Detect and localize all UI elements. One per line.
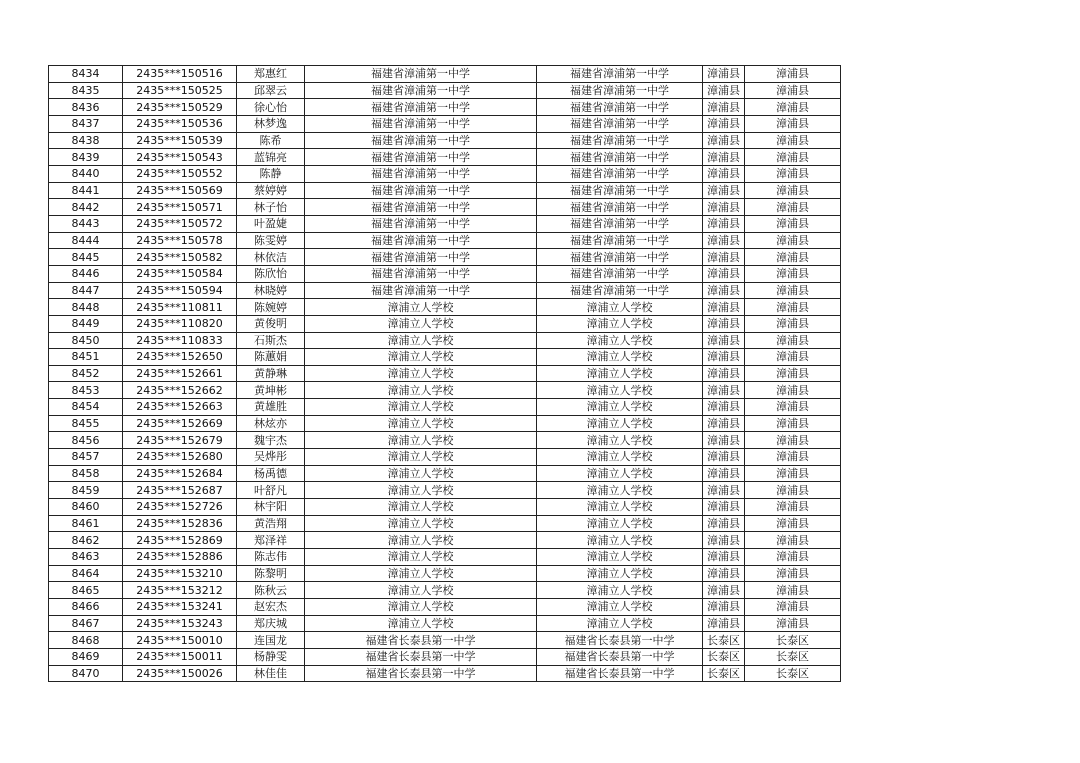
document-page bbox=[48, 65, 841, 682]
row-number-cell: 8467 bbox=[49, 615, 123, 632]
district-cell: 长泰区 bbox=[703, 665, 745, 682]
table-row bbox=[49, 66, 841, 83]
school-cell: 福建省漳浦第一中学 bbox=[305, 99, 537, 116]
district-cell-2: 漳浦县 bbox=[745, 415, 841, 432]
exam-id-cell: 2435***152663 bbox=[123, 399, 237, 416]
exam-id-cell: 2435***152684 bbox=[123, 465, 237, 482]
exam-id-cell: 2435***152726 bbox=[123, 499, 237, 516]
student-name-cell: 杨禹德 bbox=[237, 465, 305, 482]
school-cell-2: 福建省长泰县第一中学 bbox=[537, 648, 703, 665]
school-cell-2: 漳浦立人学校 bbox=[537, 482, 703, 499]
exam-id-cell: 2435***152886 bbox=[123, 549, 237, 566]
district-cell: 漳浦县 bbox=[703, 182, 745, 199]
exam-id-cell: 2435***150578 bbox=[123, 232, 237, 249]
table-row bbox=[49, 399, 841, 416]
table-row bbox=[49, 315, 841, 332]
student-name-cell: 连国龙 bbox=[237, 632, 305, 649]
district-cell-2: 漳浦县 bbox=[745, 232, 841, 249]
exam-id-cell: 2435***150011 bbox=[123, 648, 237, 665]
row-number-cell: 8469 bbox=[49, 648, 123, 665]
row-number-cell: 8448 bbox=[49, 299, 123, 316]
row-number-cell: 8436 bbox=[49, 99, 123, 116]
exam-id-cell: 2435***150582 bbox=[123, 249, 237, 266]
row-number-cell: 8442 bbox=[49, 199, 123, 216]
table-row bbox=[49, 632, 841, 649]
district-cell: 漳浦县 bbox=[703, 332, 745, 349]
row-number-cell: 8438 bbox=[49, 132, 123, 149]
school-cell: 福建省漳浦第一中学 bbox=[305, 199, 537, 216]
district-cell-2: 漳浦县 bbox=[745, 115, 841, 132]
exam-id-cell: 2435***152836 bbox=[123, 515, 237, 532]
table-row bbox=[49, 182, 841, 199]
exam-id-cell: 2435***110811 bbox=[123, 299, 237, 316]
row-number-cell: 8443 bbox=[49, 215, 123, 232]
exam-id-cell: 2435***150026 bbox=[123, 665, 237, 682]
district-cell-2: 长泰区 bbox=[745, 648, 841, 665]
school-cell: 福建省漳浦第一中学 bbox=[305, 215, 537, 232]
school-cell-2: 漳浦立人学校 bbox=[537, 615, 703, 632]
district-cell: 漳浦县 bbox=[703, 315, 745, 332]
exam-id-cell: 2435***150525 bbox=[123, 82, 237, 99]
school-cell-2: 福建省漳浦第一中学 bbox=[537, 249, 703, 266]
exam-id-cell: 2435***152687 bbox=[123, 482, 237, 499]
student-name-cell: 黄静琳 bbox=[237, 365, 305, 382]
school-cell: 漳浦立人学校 bbox=[305, 549, 537, 566]
school-cell: 漳浦立人学校 bbox=[305, 449, 537, 466]
exam-id-cell: 2435***152661 bbox=[123, 365, 237, 382]
row-number-cell: 8441 bbox=[49, 182, 123, 199]
table-row bbox=[49, 415, 841, 432]
row-number-cell: 8459 bbox=[49, 482, 123, 499]
school-cell-2: 福建省漳浦第一中学 bbox=[537, 282, 703, 299]
student-name-cell: 蔡婷婷 bbox=[237, 182, 305, 199]
school-cell-2: 福建省漳浦第一中学 bbox=[537, 115, 703, 132]
row-number-cell: 8463 bbox=[49, 549, 123, 566]
district-cell: 漳浦县 bbox=[703, 482, 745, 499]
school-cell: 福建省漳浦第一中学 bbox=[305, 82, 537, 99]
table-row bbox=[49, 99, 841, 116]
school-cell-2: 福建省漳浦第一中学 bbox=[537, 182, 703, 199]
student-name-cell: 林子怡 bbox=[237, 199, 305, 216]
district-cell-2: 漳浦县 bbox=[745, 82, 841, 99]
student-name-cell: 陈希 bbox=[237, 132, 305, 149]
student-name-cell: 陈欣怡 bbox=[237, 265, 305, 282]
school-cell: 漳浦立人学校 bbox=[305, 332, 537, 349]
student-name-cell: 赵宏杰 bbox=[237, 599, 305, 616]
school-cell-2: 福建省长泰县第一中学 bbox=[537, 665, 703, 682]
student-name-cell: 林晓婷 bbox=[237, 282, 305, 299]
school-cell: 漳浦立人学校 bbox=[305, 482, 537, 499]
exam-id-cell: 2435***110820 bbox=[123, 315, 237, 332]
district-cell: 漳浦县 bbox=[703, 299, 745, 316]
school-cell-2: 漳浦立人学校 bbox=[537, 515, 703, 532]
school-cell: 福建省漳浦第一中学 bbox=[305, 265, 537, 282]
district-cell-2: 漳浦县 bbox=[745, 549, 841, 566]
district-cell-2: 漳浦县 bbox=[745, 182, 841, 199]
school-cell: 福建省长泰县第一中学 bbox=[305, 648, 537, 665]
district-cell: 漳浦县 bbox=[703, 499, 745, 516]
district-cell: 漳浦县 bbox=[703, 249, 745, 266]
school-cell: 福建省漳浦第一中学 bbox=[305, 132, 537, 149]
student-name-cell: 陈蕙娟 bbox=[237, 349, 305, 366]
district-cell: 漳浦县 bbox=[703, 349, 745, 366]
row-number-cell: 8464 bbox=[49, 565, 123, 582]
table-row bbox=[49, 232, 841, 249]
district-cell-2: 漳浦县 bbox=[745, 349, 841, 366]
school-cell: 漳浦立人学校 bbox=[305, 499, 537, 516]
school-cell-2: 漳浦立人学校 bbox=[537, 449, 703, 466]
district-cell-2: 漳浦县 bbox=[745, 582, 841, 599]
district-cell-2: 漳浦县 bbox=[745, 515, 841, 532]
row-number-cell: 8446 bbox=[49, 265, 123, 282]
school-cell: 漳浦立人学校 bbox=[305, 349, 537, 366]
row-number-cell: 8458 bbox=[49, 465, 123, 482]
school-cell: 漳浦立人学校 bbox=[305, 415, 537, 432]
district-cell-2: 漳浦县 bbox=[745, 199, 841, 216]
table-row bbox=[49, 282, 841, 299]
student-name-cell: 黄浩翔 bbox=[237, 515, 305, 532]
district-cell: 漳浦县 bbox=[703, 265, 745, 282]
exam-id-cell: 2435***150536 bbox=[123, 115, 237, 132]
row-number-cell: 8440 bbox=[49, 165, 123, 182]
school-cell-2: 漳浦立人学校 bbox=[537, 582, 703, 599]
district-cell: 漳浦县 bbox=[703, 82, 745, 99]
exam-id-cell: 2435***150543 bbox=[123, 149, 237, 166]
row-number-cell: 8437 bbox=[49, 115, 123, 132]
district-cell-2: 漳浦县 bbox=[745, 249, 841, 266]
exam-id-cell: 2435***153241 bbox=[123, 599, 237, 616]
student-name-cell: 陈静 bbox=[237, 165, 305, 182]
district-cell-2: 漳浦县 bbox=[745, 365, 841, 382]
school-cell-2: 漳浦立人学校 bbox=[537, 465, 703, 482]
school-cell-2: 漳浦立人学校 bbox=[537, 315, 703, 332]
row-number-cell: 8449 bbox=[49, 315, 123, 332]
district-cell: 漳浦县 bbox=[703, 382, 745, 399]
school-cell: 漳浦立人学校 bbox=[305, 399, 537, 416]
district-cell-2: 漳浦县 bbox=[745, 399, 841, 416]
district-cell-2: 漳浦县 bbox=[745, 165, 841, 182]
table-row bbox=[49, 265, 841, 282]
student-name-cell: 陈雯婷 bbox=[237, 232, 305, 249]
student-name-cell: 蓝锦亮 bbox=[237, 149, 305, 166]
district-cell: 漳浦县 bbox=[703, 365, 745, 382]
student-name-cell: 黄俊明 bbox=[237, 315, 305, 332]
district-cell: 漳浦县 bbox=[703, 565, 745, 582]
exam-id-cell: 2435***152662 bbox=[123, 382, 237, 399]
district-cell: 漳浦县 bbox=[703, 165, 745, 182]
exam-id-cell: 2435***152680 bbox=[123, 449, 237, 466]
district-cell-2: 漳浦县 bbox=[745, 215, 841, 232]
school-cell-2: 福建省漳浦第一中学 bbox=[537, 265, 703, 282]
district-cell-2: 漳浦县 bbox=[745, 465, 841, 482]
exam-id-cell: 2435***150552 bbox=[123, 165, 237, 182]
table-row bbox=[49, 582, 841, 599]
district-cell-2: 漳浦县 bbox=[745, 599, 841, 616]
district-cell: 漳浦县 bbox=[703, 282, 745, 299]
school-cell: 漳浦立人学校 bbox=[305, 599, 537, 616]
district-cell-2: 漳浦县 bbox=[745, 315, 841, 332]
district-cell: 长泰区 bbox=[703, 632, 745, 649]
table-row bbox=[49, 532, 841, 549]
school-cell: 福建省漳浦第一中学 bbox=[305, 165, 537, 182]
school-cell: 福建省长泰县第一中学 bbox=[305, 632, 537, 649]
school-cell: 漳浦立人学校 bbox=[305, 565, 537, 582]
table-row bbox=[49, 648, 841, 665]
school-cell: 福建省漳浦第一中学 bbox=[305, 66, 537, 83]
district-cell: 漳浦县 bbox=[703, 199, 745, 216]
school-cell-2: 漳浦立人学校 bbox=[537, 332, 703, 349]
table-row bbox=[49, 349, 841, 366]
student-name-cell: 林炫亦 bbox=[237, 415, 305, 432]
row-number-cell: 8447 bbox=[49, 282, 123, 299]
school-cell-2: 福建省漳浦第一中学 bbox=[537, 82, 703, 99]
student-name-cell: 陈黎明 bbox=[237, 565, 305, 582]
exam-id-cell: 2435***150569 bbox=[123, 182, 237, 199]
school-cell: 漳浦立人学校 bbox=[305, 465, 537, 482]
student-name-cell: 叶盈婕 bbox=[237, 215, 305, 232]
student-name-cell: 黄雄胜 bbox=[237, 399, 305, 416]
table-row bbox=[49, 199, 841, 216]
exam-id-cell: 2435***150529 bbox=[123, 99, 237, 116]
row-number-cell: 8457 bbox=[49, 449, 123, 466]
student-name-cell: 郑惠红 bbox=[237, 66, 305, 83]
district-cell: 漳浦县 bbox=[703, 132, 745, 149]
exam-id-cell: 2435***110833 bbox=[123, 332, 237, 349]
school-cell: 福建省漳浦第一中学 bbox=[305, 249, 537, 266]
student-name-cell: 石斯杰 bbox=[237, 332, 305, 349]
exam-id-cell: 2435***150572 bbox=[123, 215, 237, 232]
district-cell-2: 长泰区 bbox=[745, 665, 841, 682]
student-name-cell: 陈婉婷 bbox=[237, 299, 305, 316]
student-name-cell: 陈志伟 bbox=[237, 549, 305, 566]
row-number-cell: 8451 bbox=[49, 349, 123, 366]
school-cell-2: 福建省长泰县第一中学 bbox=[537, 632, 703, 649]
table-row bbox=[49, 432, 841, 449]
table-body bbox=[49, 66, 841, 682]
row-number-cell: 8453 bbox=[49, 382, 123, 399]
exam-id-cell: 2435***153243 bbox=[123, 615, 237, 632]
district-cell: 漳浦县 bbox=[703, 615, 745, 632]
school-cell: 福建省漳浦第一中学 bbox=[305, 182, 537, 199]
school-cell-2: 漳浦立人学校 bbox=[537, 349, 703, 366]
district-cell: 漳浦县 bbox=[703, 66, 745, 83]
district-cell: 长泰区 bbox=[703, 648, 745, 665]
table-row bbox=[49, 165, 841, 182]
school-cell-2: 福建省漳浦第一中学 bbox=[537, 149, 703, 166]
school-cell-2: 福建省漳浦第一中学 bbox=[537, 165, 703, 182]
school-cell-2: 漳浦立人学校 bbox=[537, 532, 703, 549]
district-cell-2: 漳浦县 bbox=[745, 382, 841, 399]
exam-id-cell: 2435***152669 bbox=[123, 415, 237, 432]
exam-id-cell: 2435***150516 bbox=[123, 66, 237, 83]
school-cell-2: 漳浦立人学校 bbox=[537, 549, 703, 566]
school-cell: 福建省漳浦第一中学 bbox=[305, 149, 537, 166]
district-cell: 漳浦县 bbox=[703, 465, 745, 482]
district-cell: 漳浦县 bbox=[703, 149, 745, 166]
table-row bbox=[49, 249, 841, 266]
table-row bbox=[49, 332, 841, 349]
school-cell-2: 漳浦立人学校 bbox=[537, 432, 703, 449]
district-cell-2: 漳浦县 bbox=[745, 449, 841, 466]
district-cell: 漳浦县 bbox=[703, 599, 745, 616]
school-cell: 福建省长泰县第一中学 bbox=[305, 665, 537, 682]
district-cell-2: 漳浦县 bbox=[745, 299, 841, 316]
table-row bbox=[49, 132, 841, 149]
row-number-cell: 8460 bbox=[49, 499, 123, 516]
student-name-cell: 杨静雯 bbox=[237, 648, 305, 665]
district-cell-2: 漳浦县 bbox=[745, 149, 841, 166]
district-cell: 漳浦县 bbox=[703, 532, 745, 549]
school-cell: 漳浦立人学校 bbox=[305, 299, 537, 316]
row-number-cell: 8466 bbox=[49, 599, 123, 616]
exam-id-cell: 2435***153210 bbox=[123, 565, 237, 582]
exam-id-cell: 2435***150010 bbox=[123, 632, 237, 649]
table-row bbox=[49, 149, 841, 166]
school-cell-2: 福建省漳浦第一中学 bbox=[537, 99, 703, 116]
school-cell: 漳浦立人学校 bbox=[305, 365, 537, 382]
row-number-cell: 8468 bbox=[49, 632, 123, 649]
student-name-cell: 林梦逸 bbox=[237, 115, 305, 132]
school-cell-2: 漳浦立人学校 bbox=[537, 565, 703, 582]
district-cell-2: 漳浦县 bbox=[745, 482, 841, 499]
row-number-cell: 8455 bbox=[49, 415, 123, 432]
row-number-cell: 8462 bbox=[49, 532, 123, 549]
table-row bbox=[49, 599, 841, 616]
table-row bbox=[49, 299, 841, 316]
table-row bbox=[49, 115, 841, 132]
row-number-cell: 8456 bbox=[49, 432, 123, 449]
district-cell: 漳浦县 bbox=[703, 449, 745, 466]
student-list-table bbox=[48, 65, 841, 682]
school-cell-2: 漳浦立人学校 bbox=[537, 382, 703, 399]
student-name-cell: 林宇阳 bbox=[237, 499, 305, 516]
table-row bbox=[49, 382, 841, 399]
student-name-cell: 郑泽祥 bbox=[237, 532, 305, 549]
table-row bbox=[49, 515, 841, 532]
district-cell: 漳浦县 bbox=[703, 549, 745, 566]
district-cell: 漳浦县 bbox=[703, 215, 745, 232]
student-name-cell: 黄坤彬 bbox=[237, 382, 305, 399]
district-cell-2: 漳浦县 bbox=[745, 332, 841, 349]
district-cell: 漳浦县 bbox=[703, 99, 745, 116]
school-cell: 福建省漳浦第一中学 bbox=[305, 232, 537, 249]
school-cell-2: 福建省漳浦第一中学 bbox=[537, 66, 703, 83]
school-cell-2: 福建省漳浦第一中学 bbox=[537, 199, 703, 216]
exam-id-cell: 2435***152679 bbox=[123, 432, 237, 449]
table-row bbox=[49, 82, 841, 99]
table-row bbox=[49, 565, 841, 582]
row-number-cell: 8435 bbox=[49, 82, 123, 99]
school-cell: 漳浦立人学校 bbox=[305, 315, 537, 332]
row-number-cell: 8461 bbox=[49, 515, 123, 532]
school-cell-2: 漳浦立人学校 bbox=[537, 365, 703, 382]
table-row bbox=[49, 665, 841, 682]
table-row bbox=[49, 465, 841, 482]
district-cell-2: 漳浦县 bbox=[745, 282, 841, 299]
row-number-cell: 8450 bbox=[49, 332, 123, 349]
school-cell: 漳浦立人学校 bbox=[305, 382, 537, 399]
student-name-cell: 林依洁 bbox=[237, 249, 305, 266]
district-cell: 漳浦县 bbox=[703, 115, 745, 132]
district-cell: 漳浦县 bbox=[703, 515, 745, 532]
district-cell: 漳浦县 bbox=[703, 582, 745, 599]
student-name-cell: 魏宇杰 bbox=[237, 432, 305, 449]
table-row bbox=[49, 449, 841, 466]
table-row bbox=[49, 482, 841, 499]
district-cell: 漳浦县 bbox=[703, 415, 745, 432]
table-row bbox=[49, 365, 841, 382]
table-row bbox=[49, 499, 841, 516]
row-number-cell: 8445 bbox=[49, 249, 123, 266]
row-number-cell: 8434 bbox=[49, 66, 123, 83]
district-cell-2: 漳浦县 bbox=[745, 532, 841, 549]
school-cell-2: 漳浦立人学校 bbox=[537, 299, 703, 316]
row-number-cell: 8439 bbox=[49, 149, 123, 166]
district-cell: 漳浦县 bbox=[703, 232, 745, 249]
student-name-cell: 陈秋云 bbox=[237, 582, 305, 599]
exam-id-cell: 2435***152869 bbox=[123, 532, 237, 549]
exam-id-cell: 2435***152650 bbox=[123, 349, 237, 366]
school-cell-2: 福建省漳浦第一中学 bbox=[537, 215, 703, 232]
district-cell-2: 漳浦县 bbox=[745, 565, 841, 582]
student-name-cell: 郑庆城 bbox=[237, 615, 305, 632]
exam-id-cell: 2435***150539 bbox=[123, 132, 237, 149]
exam-id-cell: 2435***150584 bbox=[123, 265, 237, 282]
school-cell: 漳浦立人学校 bbox=[305, 582, 537, 599]
exam-id-cell: 2435***150594 bbox=[123, 282, 237, 299]
district-cell-2: 漳浦县 bbox=[745, 99, 841, 116]
exam-id-cell: 2435***150571 bbox=[123, 199, 237, 216]
district-cell-2: 漳浦县 bbox=[745, 265, 841, 282]
school-cell-2: 福建省漳浦第一中学 bbox=[537, 232, 703, 249]
district-cell-2: 漳浦县 bbox=[745, 499, 841, 516]
school-cell: 福建省漳浦第一中学 bbox=[305, 115, 537, 132]
row-number-cell: 8454 bbox=[49, 399, 123, 416]
district-cell-2: 漳浦县 bbox=[745, 615, 841, 632]
district-cell: 漳浦县 bbox=[703, 432, 745, 449]
student-name-cell: 邱翠云 bbox=[237, 82, 305, 99]
district-cell: 漳浦县 bbox=[703, 399, 745, 416]
row-number-cell: 8452 bbox=[49, 365, 123, 382]
student-name-cell: 叶舒凡 bbox=[237, 482, 305, 499]
school-cell: 福建省漳浦第一中学 bbox=[305, 282, 537, 299]
school-cell-2: 漳浦立人学校 bbox=[537, 399, 703, 416]
school-cell: 漳浦立人学校 bbox=[305, 432, 537, 449]
school-cell: 漳浦立人学校 bbox=[305, 515, 537, 532]
table-row bbox=[49, 215, 841, 232]
school-cell: 漳浦立人学校 bbox=[305, 532, 537, 549]
district-cell-2: 长泰区 bbox=[745, 632, 841, 649]
student-name-cell: 林佳佳 bbox=[237, 665, 305, 682]
exam-id-cell: 2435***153212 bbox=[123, 582, 237, 599]
school-cell: 漳浦立人学校 bbox=[305, 615, 537, 632]
table-row bbox=[49, 615, 841, 632]
student-name-cell: 徐心怡 bbox=[237, 99, 305, 116]
student-name-cell: 吴烨彤 bbox=[237, 449, 305, 466]
school-cell-2: 漳浦立人学校 bbox=[537, 415, 703, 432]
district-cell-2: 漳浦县 bbox=[745, 432, 841, 449]
row-number-cell: 8444 bbox=[49, 232, 123, 249]
table-row bbox=[49, 549, 841, 566]
district-cell-2: 漳浦县 bbox=[745, 66, 841, 83]
school-cell-2: 漳浦立人学校 bbox=[537, 599, 703, 616]
row-number-cell: 8470 bbox=[49, 665, 123, 682]
district-cell-2: 漳浦县 bbox=[745, 132, 841, 149]
row-number-cell: 8465 bbox=[49, 582, 123, 599]
school-cell-2: 福建省漳浦第一中学 bbox=[537, 132, 703, 149]
school-cell-2: 漳浦立人学校 bbox=[537, 499, 703, 516]
